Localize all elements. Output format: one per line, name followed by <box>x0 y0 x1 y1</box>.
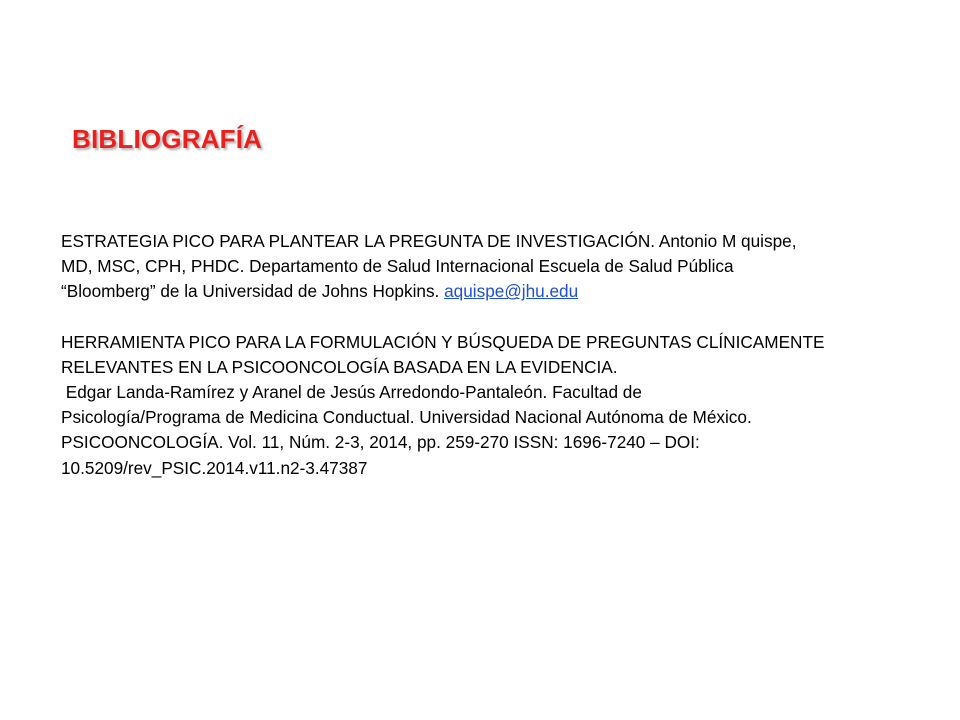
reference-1-line-3-text: “Bloomberg” de la Universidad de Johns Hopkins. <box>61 281 440 302</box>
slide-title: BIBLIOGRAFÍA <box>72 124 263 154</box>
bibliography-list <box>61 229 861 481</box>
reference-2-line-3: Edgar Landa-Ramírez y Aranel de Jesús Arredondo-Pantaleón. Facultad de <box>61 382 642 403</box>
reference-2-line-6: 10.5209/rev_PSIC.2014.v11.n2-3.47387 <box>61 457 368 478</box>
reference-1-line-2: MD, MSC, CPH, PHDC. Departamento de Salud Internacional Escuela de Salud Pública <box>61 256 734 277</box>
reference-2-line-1: HERRAMIENTA PICO PARA LA FORMULACIÓN Y BÚSQUEDA DE PREGUNTAS CLÍNICAMENTE <box>61 331 825 352</box>
reference-2-line-5: PSICOONCOLOGÍA. Vol. 11, Núm. 2-3, 2014, pp. 259-270 ISSN: 1696-7240 – DOI: <box>61 432 700 453</box>
reference-2 <box>61 330 861 481</box>
reference-1-line-1: ESTRATEGIA PICO PARA PLANTEAR LA PREGUNTA DE INVESTIGACIÓN. Antonio M quispe, <box>61 231 797 251</box>
reference-2-line-2: RELEVANTES EN LA PSICOONCOLOGÍA BASADA EN LA EVIDENCIA. <box>61 356 618 377</box>
reference-1-line-3 <box>61 279 861 304</box>
email-link[interactable]: aquispe@jhu.edu <box>444 281 579 302</box>
reference-2-line-4: Psicología/Programa de Medicina Conductual. Universidad Nacional Autónoma de México. <box>61 407 752 428</box>
reference-1 <box>61 229 861 305</box>
